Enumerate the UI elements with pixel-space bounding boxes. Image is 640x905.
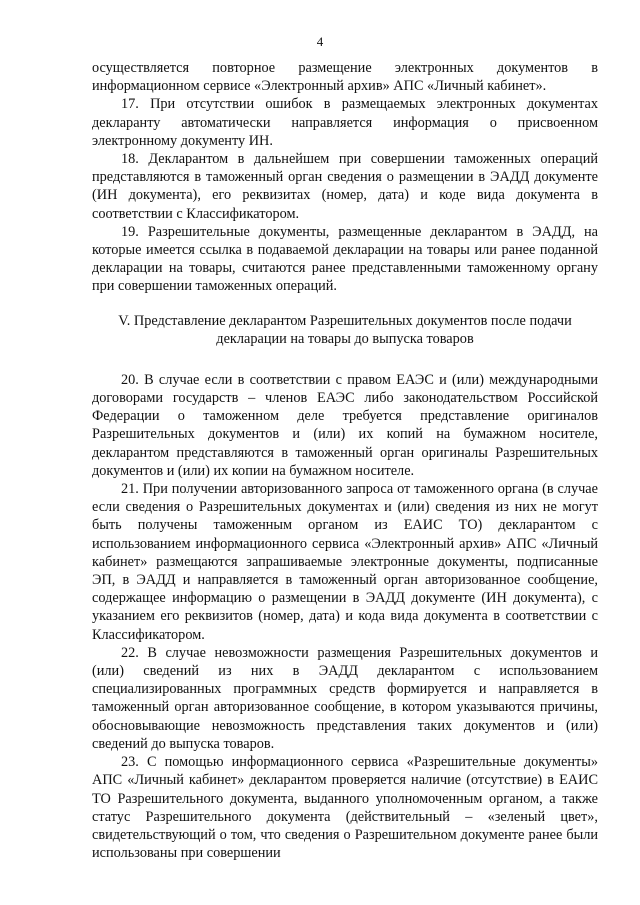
paragraph-21: 21. При получении авторизованного запроса от таможенного органа (в случае если сведения о Разрешительных документах и (или) сведения из них не могут быть получены таможенным органом из ЕАИС ТО) декларантом с использованием информационного сервиса «Электронный архив» АПС «Личный кабинет» размещаются запрашиваемые электронные документы, подписанные ЭП, в ЭАДД и направляется в таможенный орган авторизованное сообщение, содержащее информацию о размещении в ЭАДД документе (ИН документа), с указанием его реквизитов (номер, дата) и кода вида документа в соответствии с Классификатором. (92, 481, 598, 643)
paragraph-22: 22. В случае невозможности размещения Разрешительных документов и (или) сведений из них в ЭАДД декларантом с использованием специализированных программных средств формируется и направляется в таможенный орган авторизованное сообщение, в котором указываются причины, обосновывающие невозможность представления таких документов и (или) сведений до выпуска товаров. (92, 644, 598, 752)
section-heading: V. Представление декларантом Разрешительных документов после подачи декларации на товары до выпуска товаров (118, 312, 572, 348)
paragraph-18: 18. Декларантом в дальнейшем при совершении таможенных операций представляются в таможенный орган сведения о размещении в ЭАДД документе (ИН документа), его реквизитах (номер, дата) и коде вида документа в соответствии с Классификатором. (92, 151, 598, 222)
paragraph-20: 20. В случае если в соответствии с правом ЕАЭС и (или) международными договорами государств – членов ЕАЭС либо законодательством Российской Федерации о таможенном деле требуется представление оригиналов Разрешительных документов и (или) их копий на бумажном носителе, декларантом представляются в таможенный орган оригиналы Разрешительных документов и (или) их копии на бумажном носителе. (92, 371, 598, 479)
paragraph-continuation: осуществляется повторное размещение электронных документов в информационном сервисе «Электронный архив» АПС «Личный кабинет». (92, 60, 598, 95)
paragraph-19: 19. Разрешительные документы, размещенные декларантом в ЭАДД, на которые имеется ссылка в подаваемой декларации на товары или ранее поданной декларации на товары, считаются ранее представленными таможенному органу при совершении таможенных операций. (92, 223, 598, 295)
page-number: 4 (316, 34, 324, 49)
paragraph-23: 23. С помощью информационного сервиса «Разрешительные документы» АПС «Личный кабинет» декларантом проверяется наличие (отсутствие) в ЕАИС ТО Разрешительного документа, выданного уполномоченным органом, а также статус Разрешительного документа (действительный – «зеленый цвет», свидетельствующий о том, что сведения о Разрешительном документе ранее были использованы при совершении (92, 754, 598, 862)
document-body (92, 59, 598, 862)
paragraph-17: 17. При отсутствии ошибок в размещаемых электронных документах декларанту автоматически направляется информация о присвоенном электронному документу ИН. (92, 96, 598, 149)
